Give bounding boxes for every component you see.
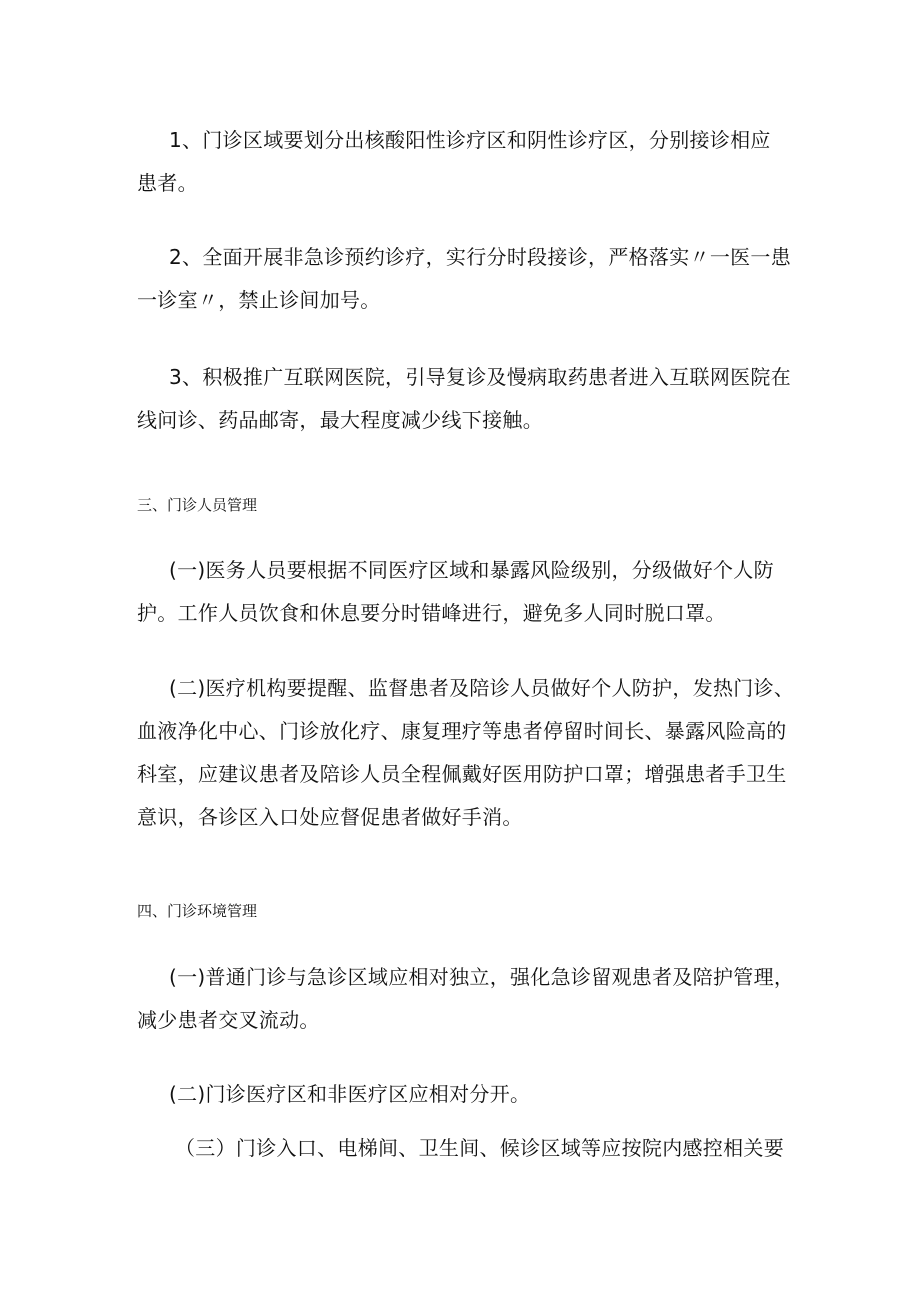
section-4-heading: 四、门诊环境管理	[137, 902, 258, 920]
item-1-line-1: 1、门诊区域要划分出核酸阳性诊疗区和阴性诊疗区，分别接诊相应	[169, 128, 771, 152]
section-4-paragraph-1	[137, 956, 797, 1042]
section-3-paragraph-1	[137, 549, 797, 635]
section-4-p1-line-2: 减少患者交叉流动。	[137, 1008, 320, 1032]
item-3-line-2: 线问诊、药品邮寄，最大程度减少线下接触。	[137, 408, 543, 432]
section-3-paragraph-2	[137, 667, 797, 839]
section-3-p2-line-3: 科室，应建议患者及陪诊人员全程佩戴好医用防护口罩；增强患者手卫生	[137, 762, 787, 786]
section-3-p1-line-2: 护。工作人员饮食和休息要分时错峰进行，避免多人同时脱口罩。	[137, 601, 726, 625]
item-1-line-2: 患者。	[137, 171, 198, 195]
section-3-p2-line-4: 意识，各诊区入口处应督促患者做好手消。	[137, 805, 523, 829]
section-3-p2-line-1: (二)医疗机构要提醒、监督患者及陪诊人员做好个人防护，发热门诊、	[169, 676, 795, 700]
section-3-p2-line-2: 血液净化中心、门诊放化疗、康复理疗等患者停留时间长、暴露风险高的	[137, 719, 787, 743]
item-2-line-2: 一诊室〃，禁止诊间加号。	[137, 288, 381, 312]
item-3-paragraph	[137, 356, 797, 442]
item-3-line-1: 3、积极推广互联网医院，引导复诊及慢病取药患者进入互联网医院在	[169, 365, 792, 389]
item-2-line-1: 2、全面开展非急诊预约诊疗，实行分时段接诊，严格落实〃一医一患	[169, 245, 792, 269]
item-1-paragraph	[137, 119, 797, 205]
item-2-paragraph	[137, 236, 797, 322]
section-4-paragraph-2: (二)门诊医疗区和非医疗区应相对分开。	[169, 1082, 531, 1106]
section-3-p1-line-1: (一)医务人员要根据不同医疗区域和暴露风险级别，分级做好个人防	[169, 558, 774, 582]
section-3-heading: 三、门诊人员管理	[137, 496, 258, 514]
section-4-p1-line-1: (一)普通门诊与急诊区域应相对独立，强化急诊留观患者及陪护管理，	[169, 965, 795, 989]
section-4-paragraph-3: （三）门诊入口、电梯间、卫生间、候诊区域等应按院内感控相关要	[175, 1136, 784, 1160]
